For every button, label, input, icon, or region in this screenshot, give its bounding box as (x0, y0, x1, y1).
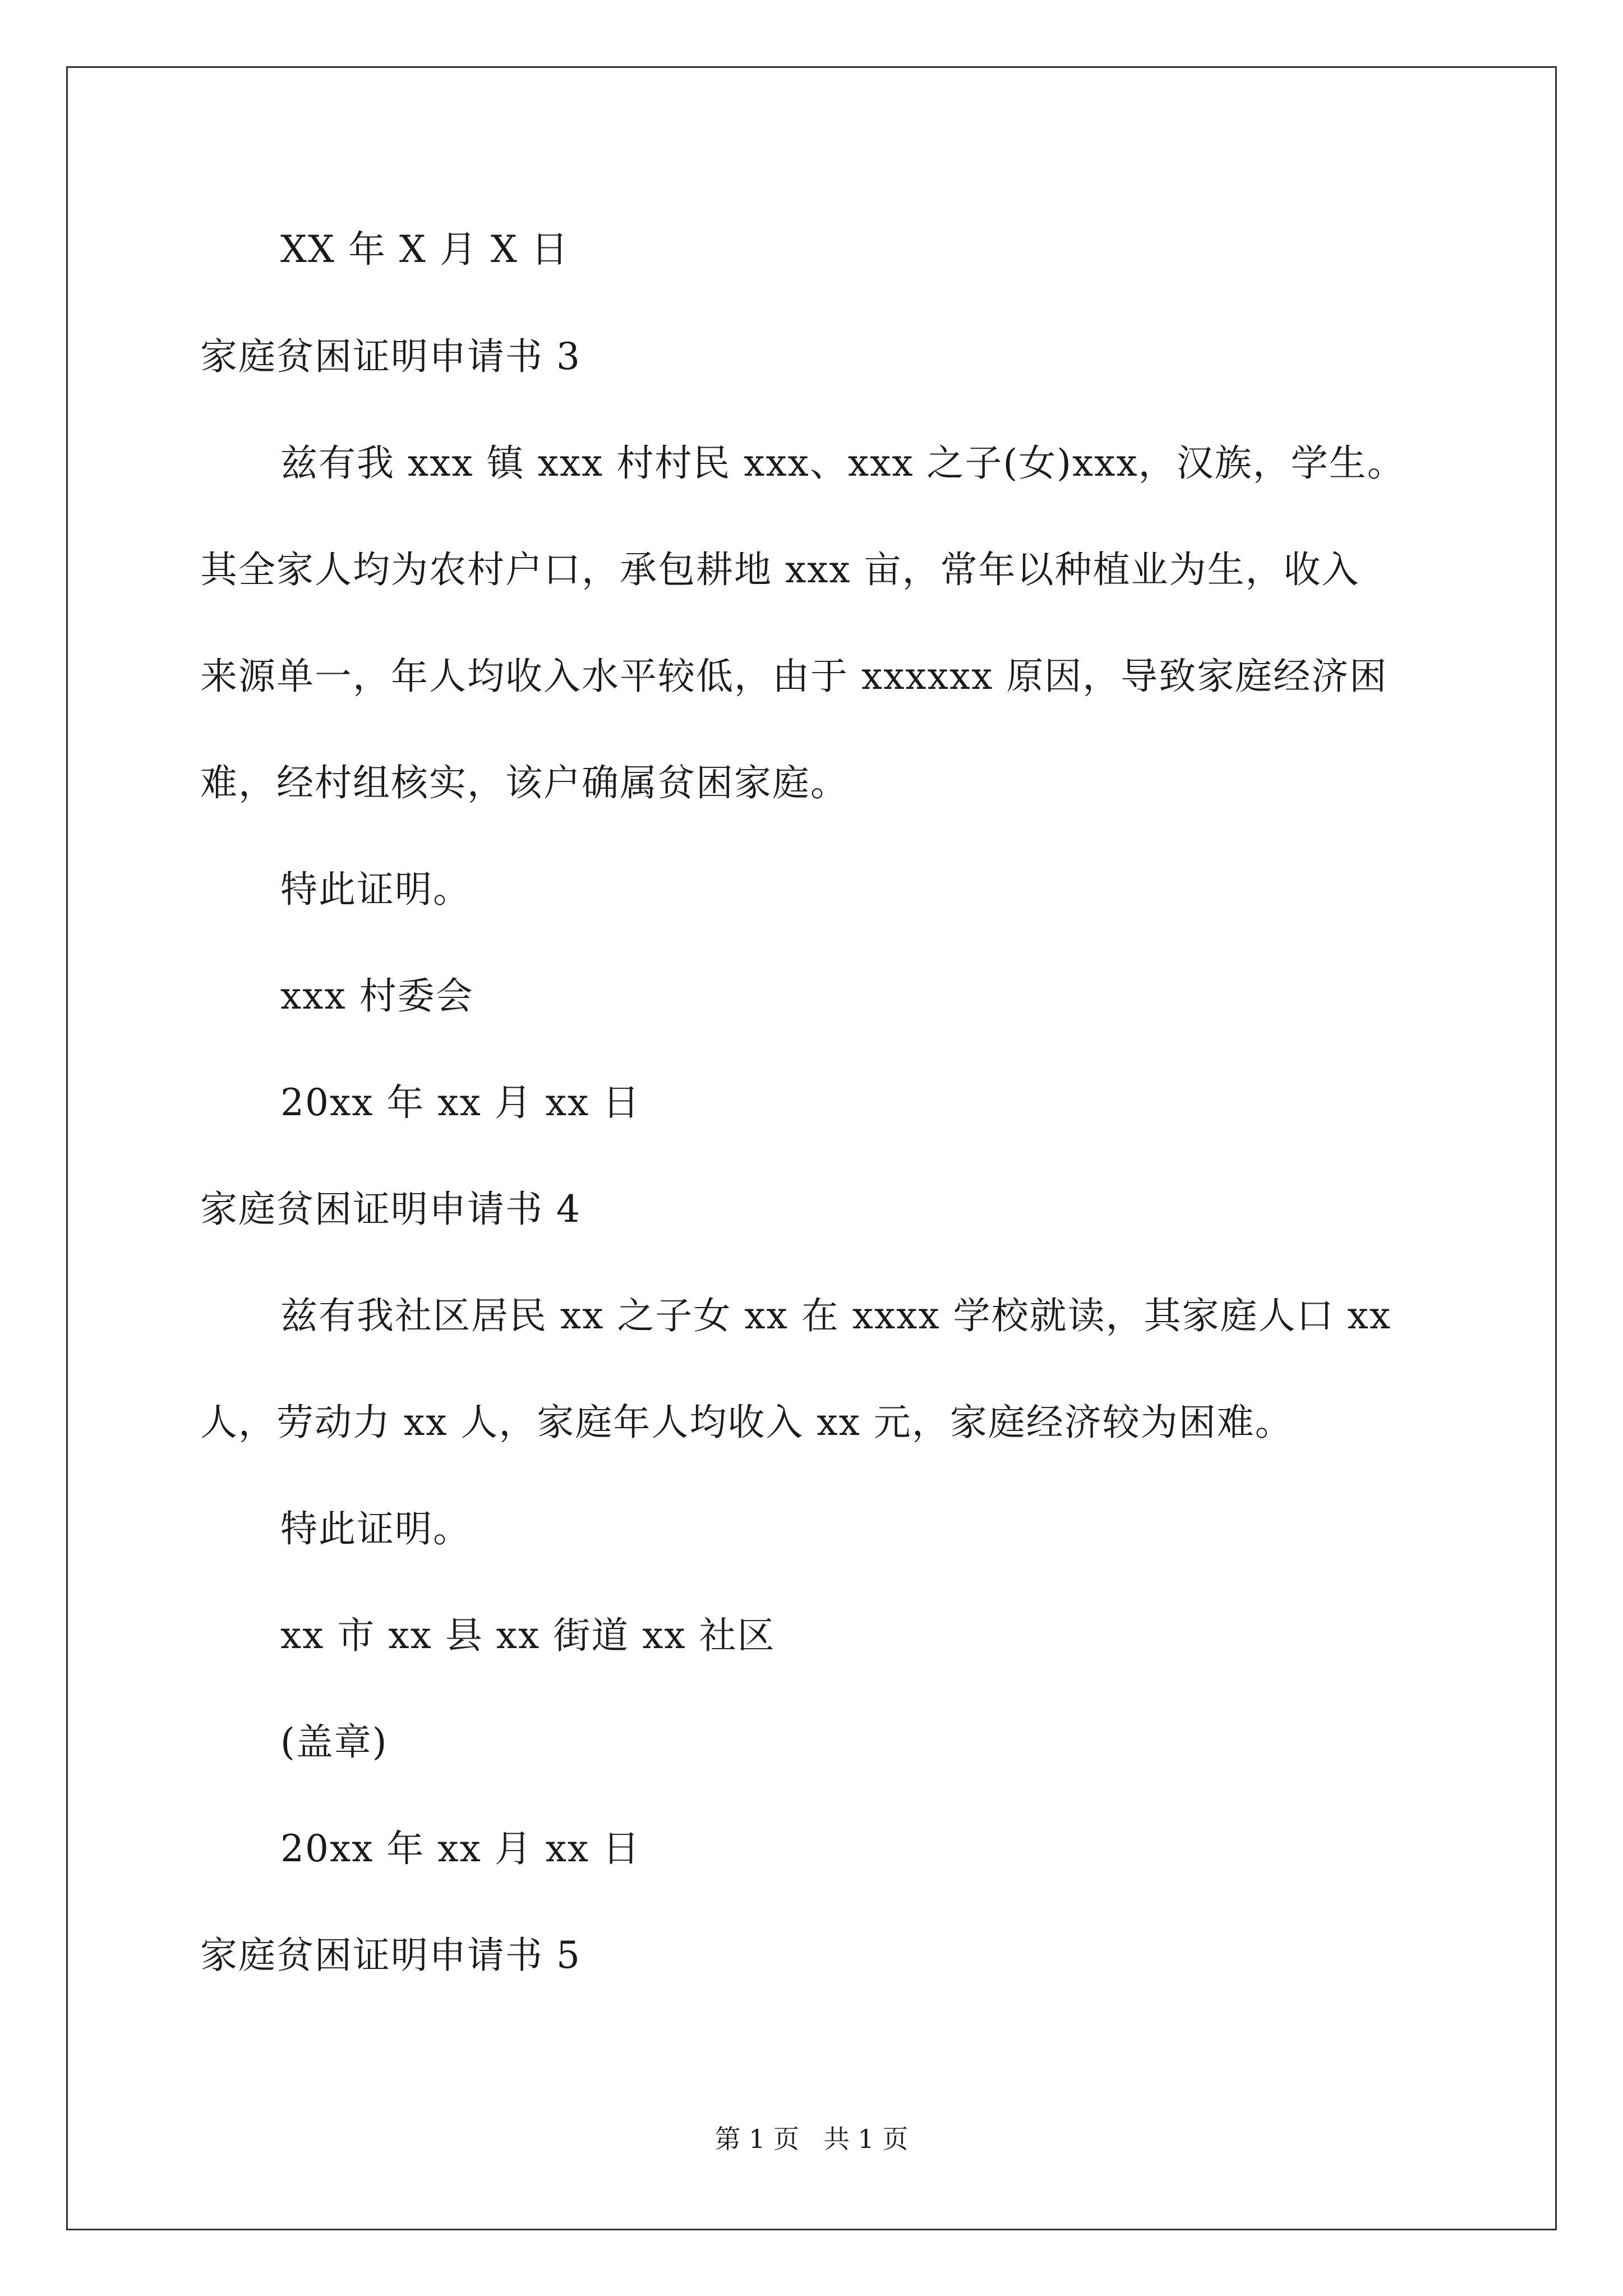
page-footer: 第 1 页 共 1 页 (714, 2124, 909, 2154)
issuer-line: xxx 村委会 (280, 974, 474, 1018)
paragraph-line: 难，经村组核实，该户确属贫困家庭。 (200, 761, 849, 804)
paragraph-line: 兹有我 xxx 镇 xxx 村村民 xxx、xxx 之子(女)xxx，汉族，学生。 (280, 441, 1405, 485)
issuer-line: xx 市 xx 县 xx 街道 xx 社区 (280, 1614, 776, 1657)
section-heading-3: 家庭贫困证明申请书 3 (200, 335, 581, 378)
date-line: 20xx 年 xx 月 xx 日 (280, 1827, 641, 1870)
paragraph-line: 兹有我社区居民 xx 之子女 xx 在 xxxx 学校就读，其家庭人口 xx (280, 1294, 1392, 1337)
date-line: XX 年 X 月 X 日 (280, 228, 569, 271)
seal-note: (盖章) (280, 1720, 388, 1764)
page-border (66, 66, 1557, 2230)
paragraph-line: 其全家人均为农村户口，承包耕地 xxx 亩，常年以种植业为生，收入 (200, 548, 1360, 591)
paragraph-line: 人，劳动力 xx 人，家庭年人均收入 xx 元，家庭经济较为困难。 (200, 1401, 1293, 1444)
date-line: 20xx 年 xx 月 xx 日 (280, 1081, 641, 1124)
certification-line: 特此证明。 (280, 868, 471, 911)
section-heading-4: 家庭贫困证明申请书 4 (200, 1188, 581, 1231)
section-heading-5: 家庭贫困证明申请书 5 (200, 1934, 581, 1977)
paragraph-line: 来源单一，年人均收入水平较低，由于 xxxxxx 原因，导致家庭经济困 (200, 655, 1388, 698)
certification-line: 特此证明。 (280, 1507, 471, 1550)
